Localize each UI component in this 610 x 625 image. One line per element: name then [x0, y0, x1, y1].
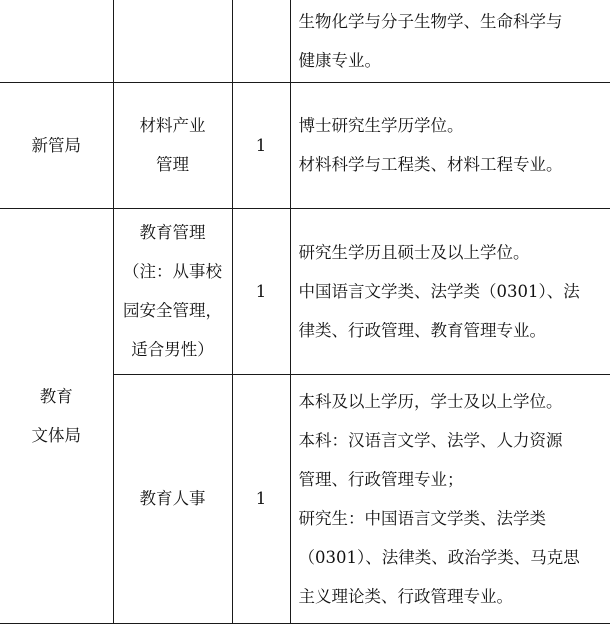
requirement-line: 主义理论类、行政管理专业。 [298, 586, 513, 606]
table-row [0, 82, 610, 208]
count-cell [232, 82, 290, 208]
requirement-line: 管理、行政管理专业； [298, 469, 464, 489]
position-name: 管理 [156, 155, 189, 174]
requirement-line: 博士研究生学历学位。 [298, 116, 464, 135]
requirements-cell [290, 82, 610, 208]
count-cell [232, 208, 290, 374]
requirement-line: 中国语言文学类、法学类（0301）、法 [298, 281, 580, 301]
requirement-line: 材料科学与工程类、材料工程专业。 [298, 155, 563, 174]
count-cell [232, 374, 290, 623]
position-cell [113, 208, 232, 374]
count-cell [232, 0, 290, 82]
requirement-line: 本科及以上学历，学士及以上学位。 [298, 391, 563, 411]
department-cell [0, 208, 113, 623]
requirement-line: 律类、行政管理、教育管理专业。 [298, 320, 546, 340]
headcount: 1 [255, 489, 267, 508]
requirement-line: 健康专业。 [298, 50, 381, 70]
position-cell [113, 374, 232, 623]
headcount: 1 [255, 135, 267, 155]
position-name: 材料产业 [139, 116, 206, 135]
department-name: 教育 [39, 386, 73, 406]
requirement-line: 研究生学历且硕士及以上学位。 [298, 242, 530, 262]
table-row [0, 0, 610, 82]
requirement-line: 生物化学与分子生物学、生命科学与 [298, 11, 563, 31]
requirement-line: （0301）、法律类、政治学类、马克思 [298, 547, 580, 567]
requirement-line: 本科：汉语言文学、法学、人力资源 [298, 430, 563, 450]
department-name: 文体局 [31, 425, 81, 445]
headcount: 1 [255, 281, 267, 301]
position-name: 教育人事 [139, 489, 206, 508]
position-note: （注：从事校 [123, 262, 222, 281]
department-cell [0, 0, 113, 82]
requirement-line: 研究生：中国语言文学类、法学类 [298, 508, 546, 528]
requirements-cell [290, 0, 610, 82]
position-note: 园安全管理， [123, 301, 222, 320]
position-cell [113, 82, 232, 208]
table-row [0, 208, 610, 374]
position-cell [113, 0, 232, 82]
position-name: 教育管理 [139, 223, 206, 242]
position-note: 适合男性） [131, 340, 214, 359]
requirements-cell [290, 208, 610, 374]
requirements-cell [290, 374, 610, 623]
department-cell [0, 82, 113, 208]
department-name: 新管局 [31, 135, 81, 155]
